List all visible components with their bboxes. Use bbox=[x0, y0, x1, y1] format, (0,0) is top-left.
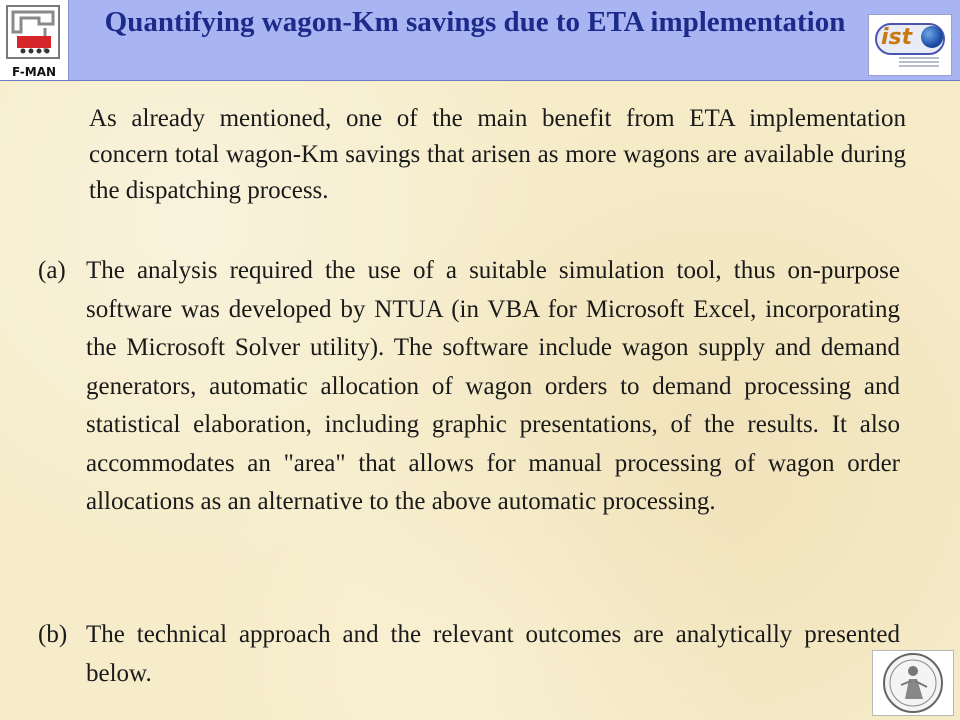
list-item-text: The analysis required the use of a suitable simulation tool, thus on-purpose software was developed by NTUA (in VBA for Microsoft Excel, incorporating the Microsoft Solver utility). The software include wagon supply and demand generators, automatic allocation of wagon orders to demand processing and statistical elaboration, including graphic presentations, of the results. It also accommodates an "area" that allows for manual processing of wagon order allocations as an alternative to the above automatic processing. bbox=[86, 257, 900, 515]
ntua-seal bbox=[872, 650, 954, 716]
fman-emblem-icon bbox=[5, 4, 61, 60]
fman-logo-text: F-MAN bbox=[11, 65, 57, 79]
intro-paragraph: As already mentioned, one of the main benefit from ETA implementation concern total wagon-Km savings that arisen as more wagons are available during the dispatching process. bbox=[89, 105, 906, 204]
list-item-marker: (a) bbox=[38, 257, 66, 284]
header-bar bbox=[0, 0, 960, 81]
list-item bbox=[38, 252, 900, 522]
ist-logo-text: ist bbox=[881, 25, 913, 50]
fman-logo bbox=[0, 0, 69, 80]
ist-logo bbox=[868, 14, 952, 76]
list-item-text: The technical approach and the relevant outcomes are analytically presented below. bbox=[86, 621, 900, 687]
seal-icon bbox=[881, 651, 945, 715]
globe-icon bbox=[921, 26, 943, 48]
list-item-marker: (b) bbox=[38, 621, 68, 648]
slide-title: Quantifying wagon-Km savings due to ETA implementation bbox=[104, 6, 846, 38]
list-item bbox=[38, 616, 900, 693]
ist-tagline-lines bbox=[899, 55, 939, 69]
